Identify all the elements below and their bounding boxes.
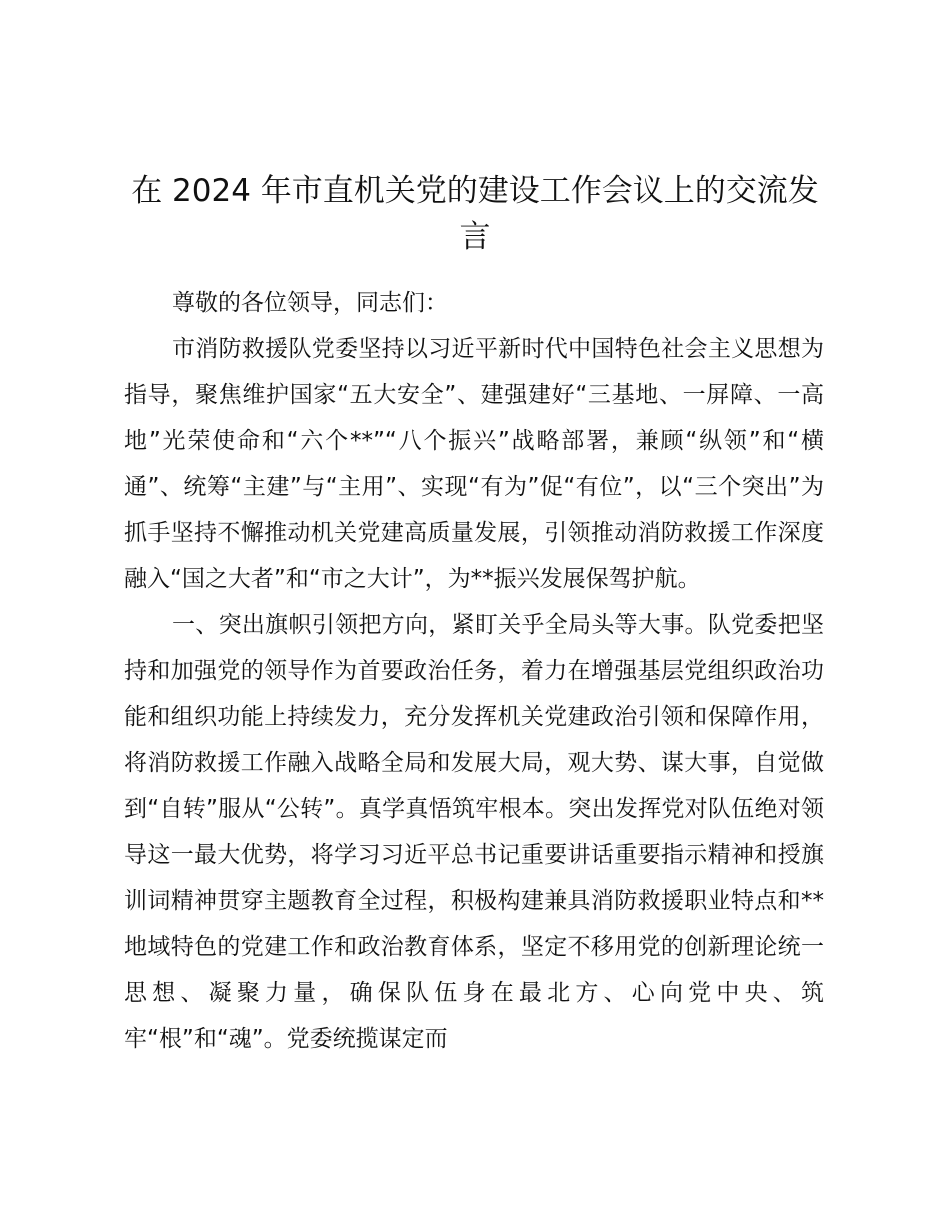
document-body (124, 280, 824, 1062)
document-title: 在 2024 年市直机关党的建设工作会议上的交流发言 (131, 173, 819, 255)
paragraph-intro: 市消防救援队党委坚持以习近平新时代中国特色社会主义思想为指导，聚焦维护国家“五大安全”、建强建好“三基地、一屏障、一高地”光荣使命和“六个**”“八个振兴”战略部署，兼顾“纵领”和“横通”、统筹“主建”与“主用”、实现“有为”促“有位”，以“三个突出”为抓手坚持不懈推动机关党建高质量发展，引领推动消防救援工作深度融入“国之大者”和“市之大计”，为**振兴发展保驾护航。 (124, 336, 824, 592)
paragraph-section-one: 一、突出旗帜引领把方向，紧盯关乎全局头等大事。队党委把坚持和加强党的领导作为首要政治任务，着力在增强基层党组织政治功能和组织功能上持续发力，充分发挥机关党建政治引领和保障作用，将消防救援工作融入战略全局和发展大局，观大势、谋大事，自觉做到“自转”服从“公转”。真学真悟筑牢根本。突出发挥党对队伍绝对领导这一最大优势，将学习习近平总书记重要讲话重要指示精神和授旗训词精神贯穿主题教育全过程，积极构建兼具消防救援职业特点和**地域特色的党建工作和政治教育体系，坚定不移用党的创新理论统一思想、凝聚力量，确保队伍身在最北方、心向党中央、筑牢“根”和“魂”。党委统揽谋定而 (124, 612, 824, 1052)
salutation: 尊敬的各位领导，同志们： (172, 290, 448, 316)
